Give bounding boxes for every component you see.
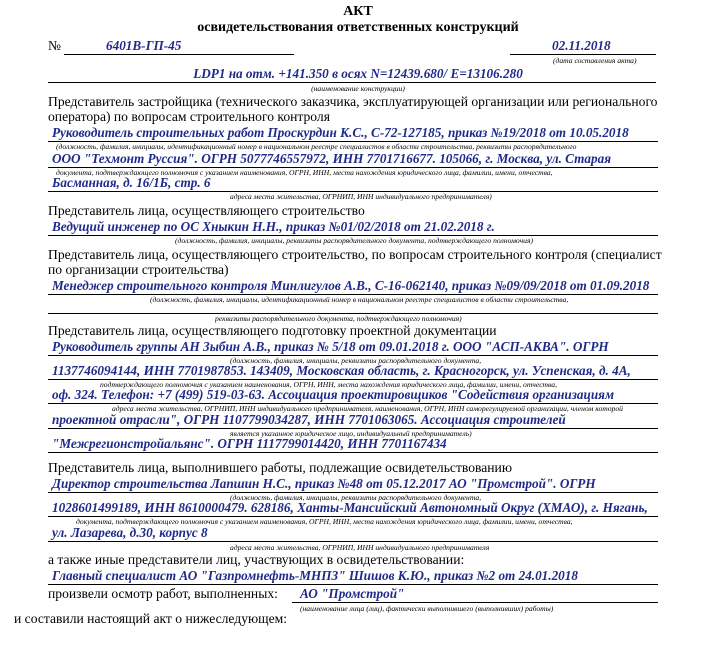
others-value: Главный специалист АО "Газпромнефть-МНПЗ" Шишов К.Ю., приказ №2 от 24.01.2018 — [52, 568, 578, 583]
designer-caption-1: (должность, фамилия, инициалы, реквизиты распорядительного документа, — [230, 356, 482, 365]
builder-label: Представитель лица, осуществляющего строительство — [48, 203, 365, 218]
number-underline — [64, 54, 294, 55]
performer-line-3 — [48, 541, 658, 542]
designer-caption-4: является указанное юридическое лицо, индивидуальный предприниматель) — [230, 429, 472, 438]
designer-caption-2: подтверждающего полномочия с указанием наименования, ОГРН, ИНН, места нахождения юридического лица, фамилии, имени, отчества, — [100, 380, 557, 389]
developer-caption-3: адреса места жительства, ОГРНИП, ИНН индивидуального предпринимателя) — [230, 192, 492, 201]
builder-control-caption-1: (должность, фамилия, инициалы, идентификационный номер в национальном реестре специалистов в области строительства, — [150, 295, 569, 304]
developer-label-1: Представитель застройщика (технического заказчика, эксплуатирующей организации или регионального — [48, 94, 658, 109]
inspect-label: произвели осмотр работ, выполненных: — [48, 586, 278, 601]
builder-control-caption-2: реквизиты распорядительного документа, подтверждающего полномочия) — [215, 314, 462, 323]
object-underline — [48, 82, 656, 83]
builder-control-label-1: Представитель лица, осуществляющего строительство, по вопросам строительного контроля (специалист — [48, 247, 662, 262]
builder-control-value: Менеджер строительного контроля Минлигулов А.В., С-16-062140, приказ №09/09/2018 от 01.09.2018 — [52, 278, 650, 293]
performer-caption-3: адреса места жительства, ОГРНИП, ИНН индивидуального предпринимателя — [230, 543, 490, 552]
performer-value-3: ул. Лазарева, д.30, корпус 8 — [52, 525, 208, 540]
designer-value-2: 1137746094144, ИНН 7701987853. 143409, Московская область, г. Красногорск, ул. Успенская, д. 4А, — [52, 363, 631, 378]
act-date: 02.11.2018 — [552, 38, 611, 53]
designer-value-4: проектной отрасли", ОГРН 1107799034287, ИНН 7701063065. Ассоциация строителей — [52, 412, 566, 427]
designer-caption-3: адреса места жительства, ОГРНИП, ИНН индивидуального предпринимателя, наименования, ОГРН, ИНН саморегулируемой организации, членом которой — [112, 404, 623, 413]
performer-label: Представитель лица, выполнившего работы, подлежащие освидетельствованию — [48, 460, 512, 475]
performer-value-2: 1028601499189, ИНН 8610000479. 628186, Ханты-Мансийский Автономный Округ (ХМАО), г. Нягань, — [52, 500, 648, 515]
performer-caption-1: (должность, фамилия, инициалы, реквизиты распорядительного документа, — [230, 493, 482, 502]
act-number: 6401В-ГП-45 — [106, 38, 182, 53]
act-title: АКТ — [343, 4, 373, 19]
developer-label-2: оператора) по вопросам строительного контроля — [48, 109, 330, 124]
inspect-value: АО "Промстрой" — [300, 586, 405, 601]
builder-caption: (должность, фамилия, инициалы, реквизиты распорядительного документа, подтверждающего полномочия) — [175, 236, 534, 245]
performer-caption-2: документа, подтверждающего полномочия с указанием наименования, ОГРН, ИНН, места нахождения юридического лица, фамилии, имени, отчества, — [76, 517, 573, 526]
designer-value-5: "Межрегионстройальянс". ОГРН 1117799014420, ИНН 7701167434 — [52, 436, 447, 451]
developer-caption-1: (должность, фамилия, инициалы, идентификационный номер в национальном реестре специалистов в области строительства, реквизиты распорядительного — [56, 142, 577, 151]
builder-control-label-2: по организации строительства) — [48, 262, 229, 277]
act-subtitle: освидетельствования ответственных конструкций — [197, 20, 519, 35]
performer-value-1: Директор строительства Лапшин Н.С., приказ №48 от 05.12.2017 АО "Промстрой". ОГРН — [52, 476, 596, 491]
inspect-line — [292, 602, 658, 603]
developer-value-1: Руководитель строительных работ Проскурдин К.С., С-72-127185, приказ №19/2018 от 10.05.2018 — [52, 125, 629, 140]
others-line — [48, 584, 658, 585]
number-sign: № — [48, 38, 61, 53]
designer-value-3: оф. 324. Телефон: +7 (499) 519-03-63. Ассоциация проектировщиков "Содействия организациям — [52, 387, 614, 402]
designer-label: Представитель лица, осуществляющего подготовку проектной документации — [48, 323, 497, 338]
object-caption: (наименование конструкции) — [311, 84, 405, 93]
date-underline — [510, 54, 656, 55]
builder-value: Ведущий инженер по ОС Хныкин Н.Н., приказ №01/02/2018 от 21.02.2018 г. — [52, 219, 495, 234]
designer-line-5 — [48, 452, 658, 453]
others-label: а также иные представители лиц, участвующих в освидетельствовании: — [48, 552, 465, 567]
object-name: LDP1 на отм. +141.350 в осях N=12439.680/ E=13106.280 — [193, 66, 523, 81]
developer-value-3: Басманная, д. 16/1Б, стр. 6 — [52, 175, 211, 190]
inspect-caption: (наименование лица (лиц), фактически выполнившего (выполнивших) работы) — [300, 604, 554, 613]
developer-caption-2: документа, подтверждающего полномочия с указанием наименования, ОГРН, ИНН, места нахождения юридического лица, фамилии, имени, отчества, — [56, 168, 553, 177]
designer-value-1: Руководитель группы АН Зыбин А.В., приказ № 5/18 от 09.01.2018 г. ООО "АСП-АКВА". ОГРН — [52, 339, 609, 354]
developer-value-2: ООО "Техмонт Руссия". ОГРН 5077746557972, ИНН 7701716677. 105066, г. Москва, ул. Старая — [52, 151, 611, 166]
date-caption: (дата составления акта) — [553, 56, 637, 65]
final-statement: и составили настоящий акт о нижеследующем: — [14, 611, 288, 626]
